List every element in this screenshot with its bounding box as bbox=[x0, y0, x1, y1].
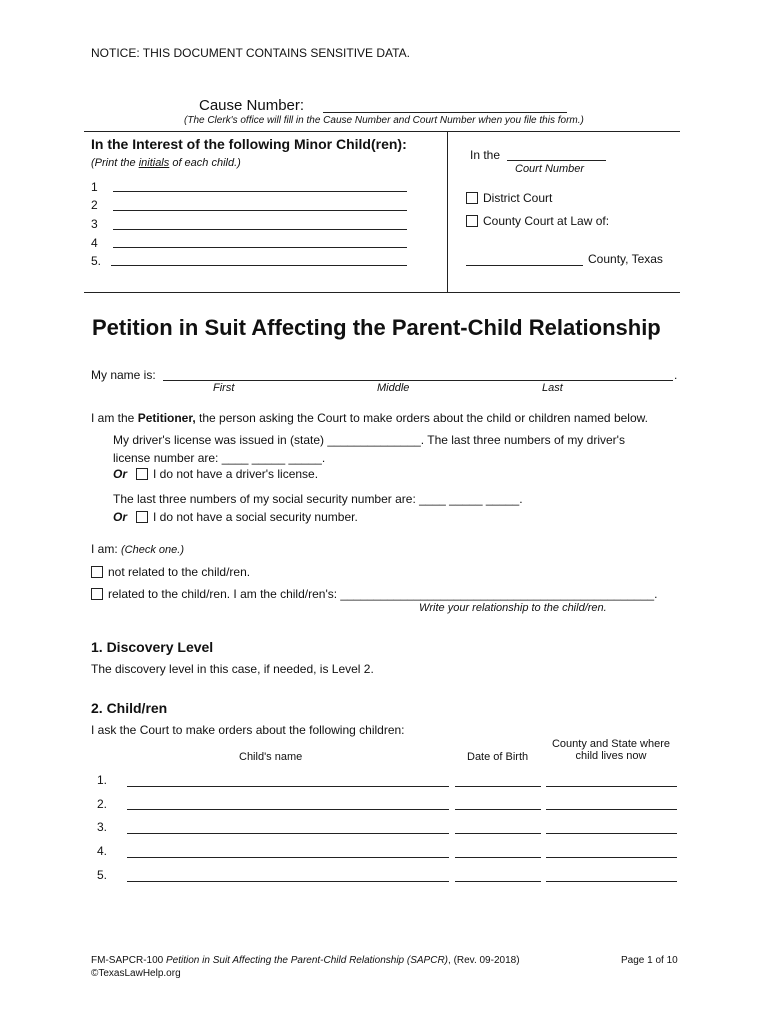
cause-number-note: (The Clerk's office will fill in the Cause Number and Court Number when you file this form.) bbox=[184, 115, 584, 126]
initials-row-num: 3 bbox=[91, 217, 98, 231]
child-dob-field-3[interactable] bbox=[455, 833, 541, 834]
child-dob-field-1[interactable] bbox=[455, 786, 541, 787]
child-row-num: 5. bbox=[97, 868, 108, 882]
page-title: Petition in Suit Affecting the Parent-Child Relationship bbox=[92, 315, 661, 340]
district-court-label: District Court bbox=[483, 191, 553, 205]
initials-field-2[interactable] bbox=[113, 210, 407, 211]
col-date-of-birth: Date of Birth bbox=[467, 751, 529, 763]
footer-copyright: ©TexasLawHelp.org bbox=[91, 968, 181, 979]
initials-field-4[interactable] bbox=[113, 247, 407, 248]
name-first-caption: First bbox=[213, 382, 235, 394]
cause-number-field[interactable] bbox=[323, 112, 567, 113]
not-related-label: not related to the child/ren. bbox=[108, 565, 251, 579]
child-county-field-2[interactable] bbox=[546, 809, 677, 810]
name-label: My name is: bbox=[91, 368, 156, 382]
children-intro: I ask the Court to make orders about the following children: bbox=[91, 723, 405, 737]
no-drivers-license-checkbox[interactable] bbox=[136, 468, 148, 480]
initials-field-3[interactable] bbox=[113, 229, 407, 230]
initials-field-1[interactable] bbox=[113, 191, 407, 192]
child-county-field-5[interactable] bbox=[546, 881, 677, 882]
child-row-num: 3. bbox=[97, 820, 108, 834]
footer-form-id: FM-SAPCR-100 Petition in Suit Affecting the Parent-Child Relationship (SAPCR), (Rev. 09-2018) bbox=[91, 955, 520, 966]
county-court-checkbox[interactable] bbox=[466, 215, 478, 227]
drivers-license-number-line: license number are: ____ _____ _____. bbox=[113, 451, 326, 465]
no-ssn-checkbox[interactable] bbox=[136, 511, 148, 523]
not-related-checkbox[interactable] bbox=[91, 566, 103, 578]
col-child-name: Child's name bbox=[239, 751, 303, 763]
name-middle-caption: Middle bbox=[377, 382, 410, 394]
related-label: related to the child/ren. I am the child/ren's: _______________________________________________. bbox=[108, 587, 658, 601]
cause-number-label: Cause Number: bbox=[199, 97, 305, 114]
related-checkbox[interactable] bbox=[91, 588, 103, 600]
child-name-field-2[interactable] bbox=[127, 809, 449, 810]
col-county-state: County and State where child lives now bbox=[551, 738, 671, 762]
ssn-line: The last three numbers of my social security number are: ____ _____ _____. bbox=[113, 492, 523, 506]
or-label: Or bbox=[113, 467, 128, 481]
child-dob-field-5[interactable] bbox=[455, 881, 541, 882]
county-name-field[interactable] bbox=[466, 265, 583, 266]
child-county-field-3[interactable] bbox=[546, 833, 677, 834]
child-county-field-4[interactable] bbox=[546, 857, 677, 858]
no-ssn-label: I do not have a social security number. bbox=[153, 510, 358, 524]
header-bottom-rule bbox=[84, 292, 680, 293]
page-number: Page 1 of 10 bbox=[621, 955, 678, 966]
interest-note: (Print the initials of each child.) bbox=[91, 157, 241, 169]
county-texas-label: County, Texas bbox=[588, 252, 663, 266]
name-period: . bbox=[674, 368, 678, 382]
child-dob-field-2[interactable] bbox=[455, 809, 541, 810]
interest-heading: In the Interest of the following Minor Child(ren): bbox=[91, 136, 407, 152]
child-name-field-4[interactable] bbox=[127, 857, 449, 858]
court-number-field[interactable] bbox=[507, 160, 606, 161]
name-field[interactable] bbox=[163, 380, 673, 381]
child-dob-field-4[interactable] bbox=[455, 857, 541, 858]
or-label: Or bbox=[113, 510, 128, 524]
i-am-label: I am: (Check one.) bbox=[91, 542, 184, 556]
no-drivers-license-label: I do not have a driver's license. bbox=[153, 467, 319, 481]
children-heading: 2. Child/ren bbox=[91, 700, 168, 716]
initials-row-num: 5. bbox=[91, 254, 102, 268]
child-name-field-1[interactable] bbox=[127, 786, 449, 787]
header-divider bbox=[447, 131, 448, 293]
child-name-field-3[interactable] bbox=[127, 833, 449, 834]
sensitive-notice: NOTICE: THIS DOCUMENT CONTAINS SENSITIVE DATA. bbox=[91, 46, 410, 60]
child-name-field-5[interactable] bbox=[127, 881, 449, 882]
discovery-level-text: The discovery level in this case, if needed, is Level 2. bbox=[91, 662, 374, 676]
child-row-num: 4. bbox=[97, 844, 108, 858]
in-the-label: In the bbox=[470, 148, 501, 162]
initials-row-num: 4 bbox=[91, 236, 98, 250]
child-row-num: 1. bbox=[97, 773, 108, 787]
child-county-field-1[interactable] bbox=[546, 786, 677, 787]
petitioner-statement: I am the Petitioner, the person asking the Court to make orders about the child or children named below. bbox=[91, 411, 648, 425]
discovery-level-heading: 1. Discovery Level bbox=[91, 639, 214, 655]
district-court-checkbox[interactable] bbox=[466, 192, 478, 204]
header-top-rule bbox=[84, 131, 680, 132]
court-number-caption: Court Number bbox=[515, 163, 585, 175]
initials-row-num: 2 bbox=[91, 198, 98, 212]
child-row-num: 2. bbox=[97, 797, 108, 811]
initials-row-num: 1 bbox=[91, 180, 98, 194]
relationship-caption: Write your relationship to the child/ren. bbox=[419, 602, 607, 614]
drivers-license-line: My driver's license was issued in (state) ______________. The last three numbers of my driver's bbox=[113, 433, 625, 447]
name-last-caption: Last bbox=[542, 382, 563, 394]
county-court-label: County Court at Law of: bbox=[483, 214, 610, 228]
initials-field-5[interactable] bbox=[111, 265, 407, 266]
